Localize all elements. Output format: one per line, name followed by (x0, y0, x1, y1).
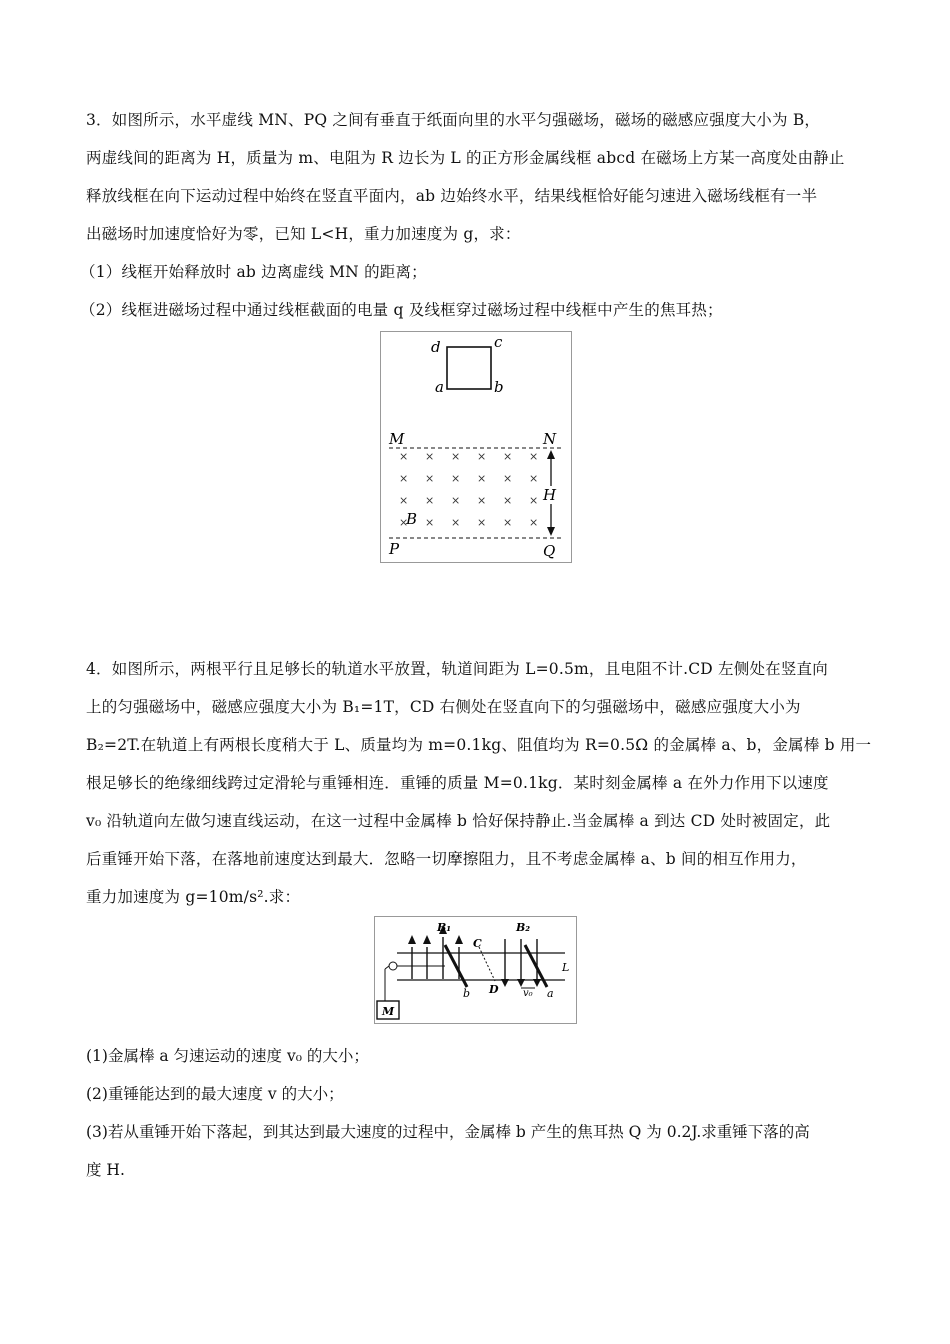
label-b: b (494, 378, 504, 396)
label-Q: Q (543, 542, 556, 560)
label-d: d (431, 338, 441, 356)
field-cross: × (529, 516, 539, 529)
label-rod-a: a (547, 987, 554, 1000)
field-cross: × (425, 472, 435, 485)
q4-line-3: B₂=2T.在轨道上有两根长度稍大于 L、质量均为 m=0.1kg、阻值均为 R=0.5Ω 的金属棒 a、b，金属棒 b 用一 (86, 736, 872, 754)
label-v0: v₀ (523, 988, 533, 999)
field-cross: × (425, 516, 435, 529)
field-cross: × (451, 494, 461, 507)
label-B1: B₁ (437, 921, 452, 934)
label-rod-b: b (463, 987, 471, 1000)
q3-sub-2: （2）线框进磁场过程中通过线框截面的电量 q 及线框穿过磁场过程中线框中产生的焦耳热； (80, 301, 723, 319)
q4-sub-2: (2)重锤能达到的最大速度 v 的大小； (86, 1085, 344, 1103)
q3-figure-svg (381, 332, 571, 562)
q3-line-4: 出磁场时加速度恰好为零，已知 L<H，重力加速度为 g，求： (86, 225, 521, 243)
label-D: D (489, 983, 499, 996)
field-cross: × (477, 516, 487, 529)
label-C: C (473, 937, 482, 950)
q4-sub-1: (1)金属棒 a 匀速运动的速度 v₀ 的大小； (86, 1047, 369, 1065)
q4-line-6: 后重锤开始下落，在落地前速度达到最大．忽略一切摩擦阻力，且不考虑金属棒 a、b 间的相互作用力， (86, 850, 807, 868)
field-cross: × (529, 450, 539, 463)
field-cross: × (399, 516, 409, 529)
field-cross: × (425, 494, 435, 507)
field-cross: × (451, 450, 461, 463)
field-cross: × (477, 494, 487, 507)
arrowhead-up (547, 450, 555, 459)
field-cross: × (503, 494, 513, 507)
field-cross: × (399, 494, 409, 507)
label-B2: B₂ (516, 921, 531, 934)
pulley (389, 962, 397, 970)
q4-line-2: 上的匀强磁场中，磁感应强度大小为 B₁=1T，CD 右侧处在竖直向下的匀强磁场中，磁感应强度大小为 (86, 698, 801, 716)
field-cross: × (399, 450, 409, 463)
q3-line-3: 释放线框在向下运动过程中始终在竖直平面内，ab 边始终水平，结果线框恰好能匀速进入磁场线框有一半 (86, 187, 818, 205)
q4-line-7: 重力加速度为 g=10m/s².求： (86, 888, 301, 906)
label-N: N (543, 430, 557, 448)
label-H: H (543, 486, 557, 504)
q4-line-1: 4．如图所示，两根平行且足够长的轨道水平放置，轨道间距为 L=0.5m，且电阻不计.CD 左侧处在竖直向 (86, 660, 828, 678)
label-a: a (435, 378, 444, 396)
label-weight-M: M (382, 1005, 395, 1018)
field-crosses (399, 450, 538, 529)
field-cross: × (425, 450, 435, 463)
q3-line-1: 3．如图所示，水平虚线 MN、PQ 之间有垂直于纸面向里的水平匀强磁场，磁场的磁感应强度大小为 B， (86, 111, 821, 129)
q3-line-2: 两虚线间的距离为 H，质量为 m、电阻为 R 边长为 L 的正方形金属线框 abcd 在磁场上方某一高度处由静止 (86, 149, 845, 167)
q4-sub-3: (3)若从重锤开始下落起，到其达到最大速度的过程中，金属棒 b 产生的焦耳热 Q 为 0.2J.求重锤下落的高 (86, 1123, 810, 1141)
q3-sub-1: （1）线框开始释放时 ab 边离虚线 MN 的距离； (80, 263, 427, 281)
wire-frame (447, 347, 491, 389)
q4-sub-3-cont: 度 H. (86, 1161, 125, 1179)
label-L: L (562, 961, 570, 974)
field-cross: × (503, 472, 513, 485)
field-cross: × (477, 450, 487, 463)
q4-line-4: 根足够长的绝缘细线跨过定滑轮与重锤相连．重锤的质量 M=0.1kg．某时刻金属棒 a 在外力作用下以速度 (86, 774, 829, 792)
q4-line-5: v₀ 沿轨道向左做匀速直线运动，在这一过程中金属棒 b 恰好保持静止.当金属棒 a 到达 CD 处时被固定，此 (86, 812, 831, 830)
q3-figure (380, 331, 572, 563)
arrowhead-down (547, 527, 555, 536)
field-cross: × (399, 472, 409, 485)
q4-figure (374, 916, 577, 1024)
field-cross: × (477, 472, 487, 485)
label-c: c (494, 333, 503, 351)
field-cross: × (503, 516, 513, 529)
line-CD (479, 947, 495, 981)
rod-b (445, 945, 467, 987)
label-B: B (406, 510, 418, 528)
field-cross: × (529, 494, 539, 507)
label-M: M (389, 430, 405, 448)
field-cross: × (503, 450, 513, 463)
field-cross: × (451, 472, 461, 485)
field-cross: × (529, 472, 539, 485)
field-cross: × (451, 516, 461, 529)
q4-figure-svg (375, 917, 576, 1023)
label-P: P (389, 540, 400, 558)
